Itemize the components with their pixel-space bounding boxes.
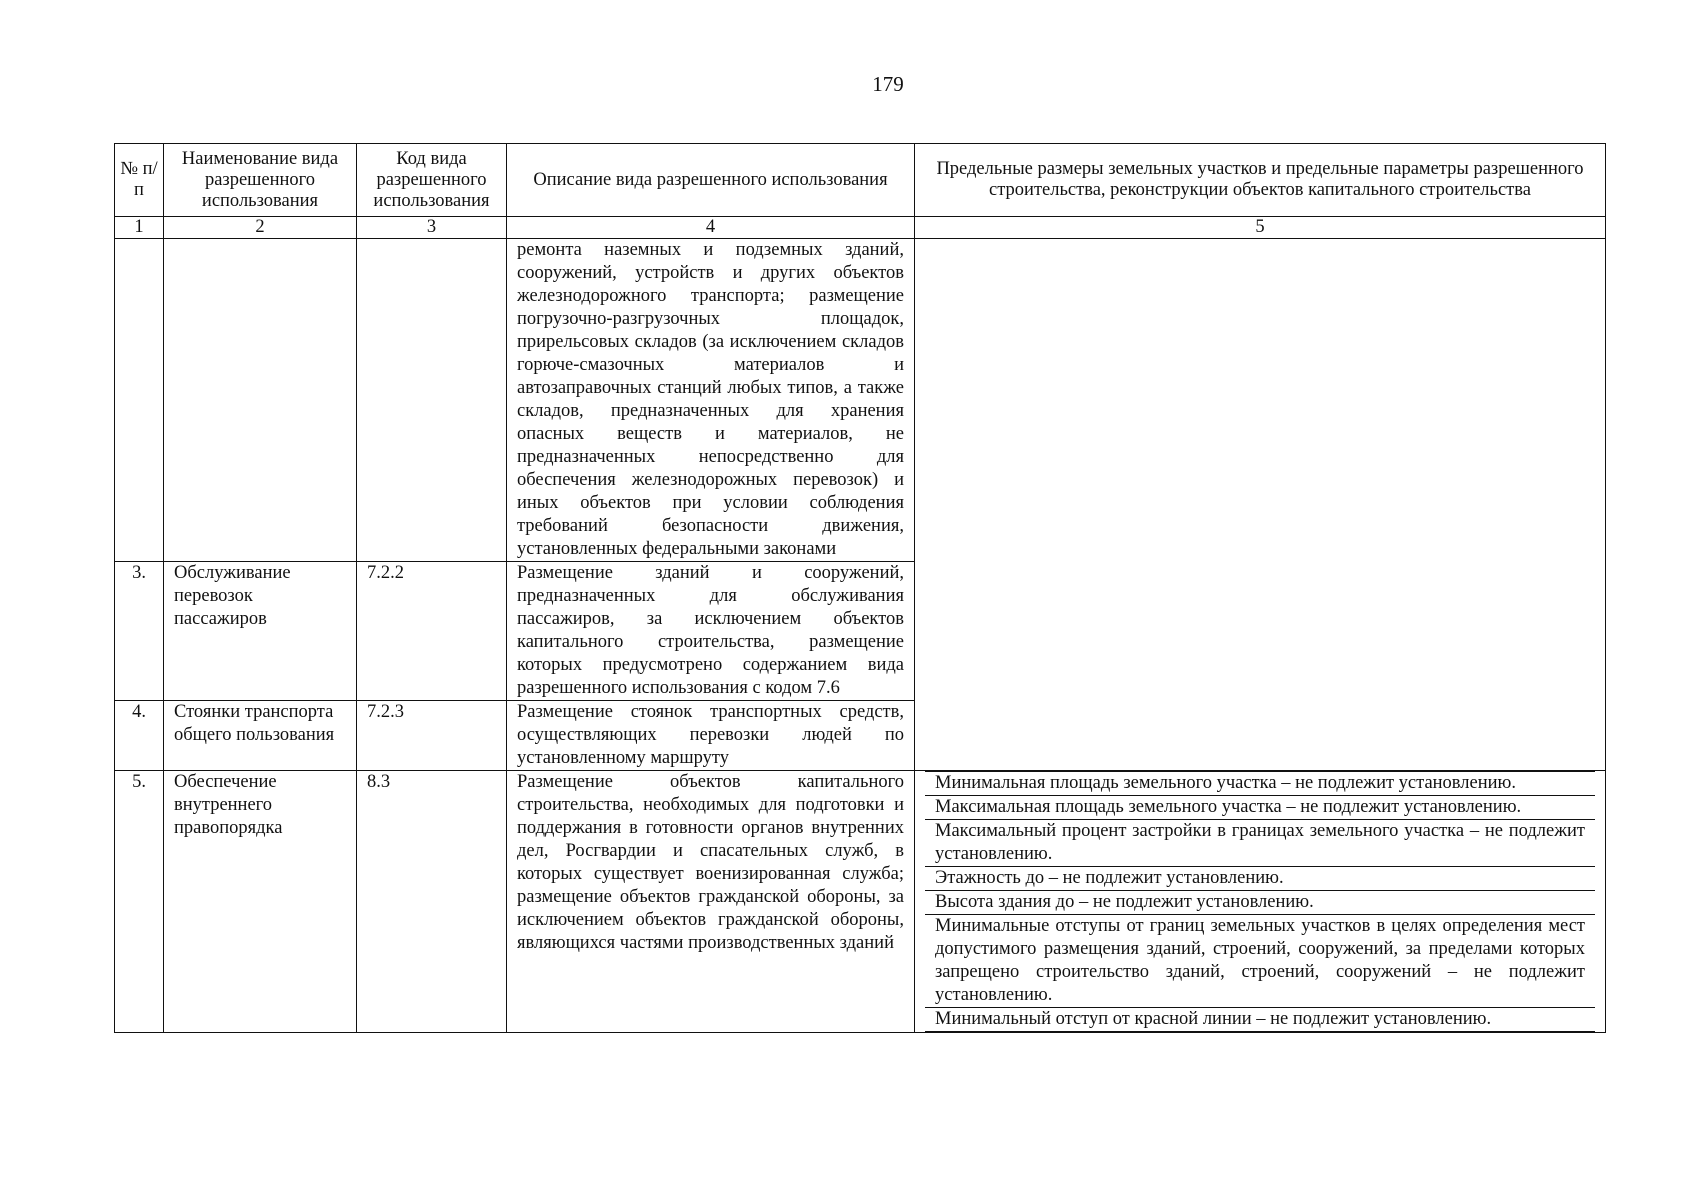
- row-parameters-empty: [915, 239, 1606, 771]
- page-number: 179: [872, 72, 904, 96]
- land-use-table: [114, 143, 1606, 1033]
- row-number-cell: [115, 239, 164, 562]
- parameter-item: Минимальная площадь земельного участка – не подлежит установлению.: [925, 772, 1595, 796]
- header-description: Описание вида разрешенного использования: [507, 144, 915, 217]
- row-description: Размещение стоянок транспортных средств, осуществляющих перевозки людей по установленному маршруту: [507, 701, 915, 771]
- column-number: 5: [915, 217, 1606, 239]
- parameter-item: Максимальный процент застройки в границах земельного участка – не подлежит установлению.: [925, 820, 1595, 867]
- row-number: 4.: [115, 701, 164, 771]
- header-number: № п/п: [115, 144, 164, 217]
- table-row-continued: [115, 239, 1606, 562]
- row-name: Стоянки транспорта общего пользования: [164, 701, 357, 771]
- header-code: Код вида разрешенного использования: [357, 144, 507, 217]
- parameters-list: [925, 771, 1595, 1032]
- row-code: 7.2.3: [357, 701, 507, 771]
- header-parameters: Предельные размеры земельных участков и предельные параметры разрешенного строительства, реконструкции объектов капитального строительства: [915, 144, 1606, 217]
- row-description: Размещение объектов капитального строительства, необходимых для подготовки и поддержания в готовности органов внутренних дел, Росгвардии и спасательных служб, в которых существует военизированная служба; размещение объектов гражданской обороны, за исключением объектов гражданской обороны, являющихся частями производственных зданий: [507, 771, 915, 1033]
- row-number: 5.: [115, 771, 164, 1033]
- row-name-cell: [164, 239, 357, 562]
- parameter-item: Максимальная площадь земельного участка – не подлежит установлению.: [925, 796, 1595, 820]
- row-code-cell: [357, 239, 507, 562]
- column-number: 1: [115, 217, 164, 239]
- column-number: 2: [164, 217, 357, 239]
- column-number-row: [115, 217, 1606, 239]
- header-name: Наименование вида разрешенного использования: [164, 144, 357, 217]
- column-number: 4: [507, 217, 915, 239]
- table-row: [115, 771, 1606, 1033]
- row-number: 3.: [115, 562, 164, 701]
- column-number: 3: [357, 217, 507, 239]
- row-description: Размещение зданий и сооружений, предназначенных для обслуживания пассажиров, за исключением объектов капитального строительства, размещение которых предусмотрено содержанием вида разрешенного использования с кодом 7.6: [507, 562, 915, 701]
- parameter-item: Этажность до – не подлежит установлению.: [925, 867, 1595, 891]
- row-name: Обеспечение внутреннего правопорядка: [164, 771, 357, 1033]
- row-code: 7.2.2: [357, 562, 507, 701]
- row-parameters: [915, 771, 1606, 1033]
- row-code: 8.3: [357, 771, 507, 1033]
- parameter-item: Высота здания до – не подлежит установлению.: [925, 891, 1595, 915]
- row-name: Обслуживание перевозок пассажиров: [164, 562, 357, 701]
- parameter-item: Минимальные отступы от границ земельных участков в целях определения мест допустимого размещения зданий, строений, сооружений, за пределами которых запрещено строительство зданий, строений, сооружений – не подлежит установлению.: [925, 915, 1595, 1008]
- table-header-row: [115, 144, 1606, 217]
- parameter-item: Минимальный отступ от красной линии – не подлежит установлению.: [925, 1008, 1595, 1032]
- row-description: ремонта наземных и подземных зданий, сооружений, устройств и других объектов железнодорожного транспорта; размещение погрузочно-разгрузочных площадок, прирельсовых складов (за исключением складов горюче-смазочных материалов и автозаправочных станций любых типов, а также складов, предназначенных для хранения опасных веществ и материалов, не предназначенных непосредственно для обеспечения железнодорожных перевозок) и иных объектов при условии соблюдения требований безопасности движения, установленных федеральными законами: [507, 239, 915, 562]
